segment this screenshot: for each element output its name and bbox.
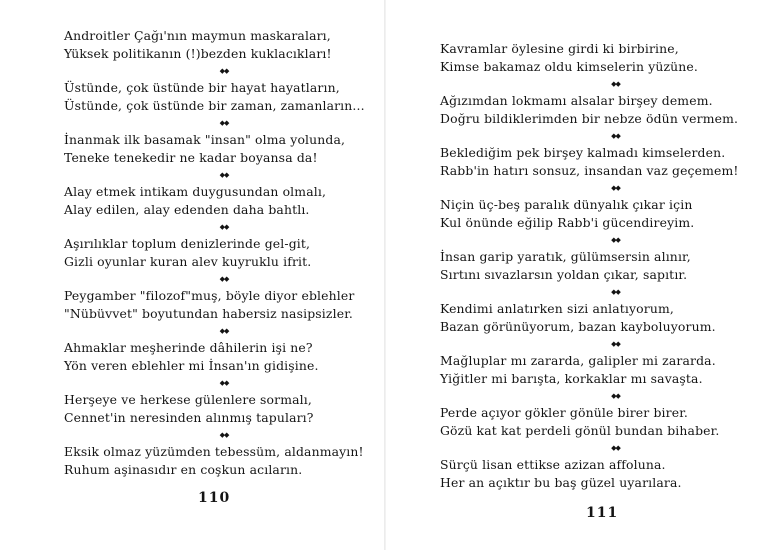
verse-line: Niçin üç-beş paralık dünyalık çıkar için bbox=[440, 197, 693, 212]
right-verses bbox=[440, 40, 765, 492]
verse-line: Ahmaklar meşherinde dâhilerin işi ne? bbox=[64, 340, 313, 355]
stanza-separator: ◆◆ bbox=[219, 119, 229, 127]
left-page bbox=[0, 0, 385, 550]
stanza bbox=[440, 456, 765, 492]
verse-line: Sırtını sıvazlarsın yoldan çıkar, sapıtır. bbox=[440, 267, 688, 282]
verse-line: Kavramlar öylesine girdi ki birbirine, bbox=[440, 41, 679, 56]
stanza bbox=[440, 352, 765, 388]
stanza-separator: ◆◆ bbox=[219, 379, 229, 387]
stanza-separator: ◆◆ bbox=[611, 288, 620, 296]
page-number: 111 bbox=[586, 505, 619, 521]
stanza bbox=[64, 131, 374, 167]
verse-line: Üstünde, çok üstünde bir hayat hayatların, bbox=[64, 80, 340, 95]
verse-line: Aşırılıklar toplum denizlerinde gel-git, bbox=[64, 236, 311, 251]
verse-line: Mağluplar mı zararda, galipler mi zararda. bbox=[440, 353, 716, 368]
verse-line: Sürçü lisan ettikse azizan affoluna. bbox=[440, 457, 666, 472]
stanza bbox=[64, 183, 374, 219]
verse-line: Kendimi anlatırken sizi anlatıyorum, bbox=[440, 301, 674, 316]
stanza-separator: ◆◆ bbox=[219, 67, 229, 75]
stanza-separator: ◆◆ bbox=[219, 275, 229, 283]
stanza-separator: ◆◆ bbox=[219, 223, 229, 231]
verse-line: Teneke tenekedir ne kadar boyansa da! bbox=[64, 150, 318, 165]
verse-line: Alay etmek intikam duygusundan olmalı, bbox=[64, 184, 327, 199]
verse-line: Yön veren eblehler mi İnsan'ın gidişine. bbox=[64, 358, 319, 373]
stanza bbox=[440, 40, 765, 76]
verse-line: Peygamber "filozof"muş, böyle diyor eblehler bbox=[64, 288, 355, 303]
stanza bbox=[64, 79, 374, 115]
verse-line: Androitler Çağı'nın maymun maskaraları, bbox=[64, 28, 331, 43]
verse-line: Herşeye ve herkese gülenlere sormalı, bbox=[64, 392, 312, 407]
verse-line: İnsan garip yaratık, gülümsersin alınır, bbox=[440, 249, 691, 264]
stanza bbox=[440, 144, 765, 180]
stanza-separator: ◆◆ bbox=[611, 392, 620, 400]
verse-line: Perde açıyor gökler gönüle birer birer. bbox=[440, 405, 689, 420]
stanza-separator: ◆◆ bbox=[611, 236, 620, 244]
verse-line: "Nübüvvet" boyutundan habersiz nasipsizler. bbox=[64, 306, 353, 321]
verse-line: Üstünde, çok üstünde bir zaman, zamanların... bbox=[64, 98, 365, 113]
verse-line: Kul önünde eğilip Rabb'i gücendireyim. bbox=[440, 215, 695, 230]
stanza-separator: ◆◆ bbox=[611, 184, 620, 192]
left-verses bbox=[64, 27, 374, 479]
verse-line: Gözü kat kat perdeli gönül bundan bihaber. bbox=[440, 423, 720, 438]
page-number: 110 bbox=[198, 490, 231, 506]
verse-line: Cennet'in neresinden alınmış tapuları? bbox=[64, 410, 314, 425]
stanza bbox=[64, 391, 374, 427]
stanza bbox=[440, 196, 765, 232]
verse-line: Ruhum aşinasıdır en coşkun acıların. bbox=[64, 462, 303, 477]
verse-line: Bazan görünüyorum, bazan kayboluyorum. bbox=[440, 319, 716, 334]
stanza bbox=[64, 339, 374, 375]
verse-line: Yüksek politikanın (!)bezden kuklacıkları! bbox=[64, 46, 332, 61]
verse-line: Gizli oyunlar kuran alev kuyruklu ifrit. bbox=[64, 254, 312, 269]
verse-line: Her an açıktır bu baş güzel uyarılara. bbox=[440, 475, 682, 490]
stanza bbox=[440, 248, 765, 284]
stanza-separator: ◆◆ bbox=[219, 431, 229, 439]
stanza-separator: ◆◆ bbox=[611, 132, 620, 140]
verse-line: Alay edilen, alay edenden daha bahtlı. bbox=[64, 202, 310, 217]
stanza-separator: ◆◆ bbox=[611, 340, 620, 348]
verse-line: Rabb'in hatırı sonsuz, insandan vaz geçemem! bbox=[440, 163, 739, 178]
stanza bbox=[64, 235, 374, 271]
verse-line: Yiğitler mi barışta, korkaklar mı savaşta. bbox=[440, 371, 703, 386]
verse-line: Ağızımdan lokmamı alsalar birşey demem. bbox=[440, 93, 713, 108]
stanza bbox=[64, 27, 374, 63]
verse-line: Doğru bildiklerimden bir nebze ödün vermem. bbox=[440, 111, 739, 126]
stanza-separator: ◆◆ bbox=[611, 80, 620, 88]
stanza-separator: ◆◆ bbox=[219, 327, 229, 335]
stanza bbox=[440, 300, 765, 336]
verse-line: Eksik olmaz yüzümden tebessüm, aldanmayın! bbox=[64, 444, 364, 459]
stanza bbox=[64, 443, 374, 479]
stanza bbox=[440, 404, 765, 440]
verse-line: İnanmak ilk basamak "insan" olma yolunda, bbox=[64, 132, 346, 147]
verse-line: Kimse bakamaz oldu kimselerin yüzüne. bbox=[440, 59, 698, 74]
right-page bbox=[386, 0, 771, 550]
verse-line: Beklediğim pek birşey kalmadı kimselerden. bbox=[440, 145, 726, 160]
stanza bbox=[64, 287, 374, 323]
stanza-separator: ◆◆ bbox=[611, 444, 620, 452]
stanza-separator: ◆◆ bbox=[219, 171, 229, 179]
stanza bbox=[440, 92, 765, 128]
